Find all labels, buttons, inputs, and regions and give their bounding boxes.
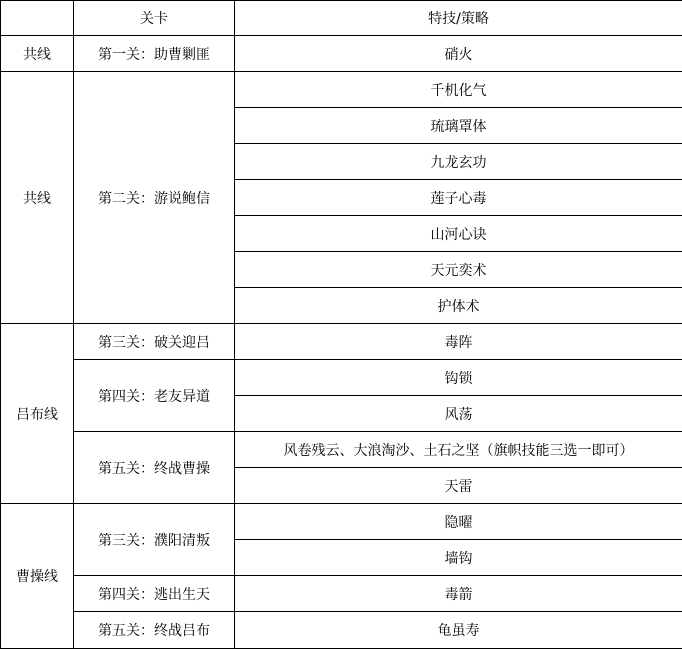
route-cell: 吕布线 bbox=[1, 324, 74, 504]
header-route-cell bbox=[1, 1, 74, 36]
table-header-row bbox=[1, 1, 682, 36]
table-row bbox=[1, 72, 682, 108]
table-row bbox=[1, 504, 682, 540]
skill-cell: 护体术 bbox=[235, 288, 682, 324]
stage-cell: 第四关：老友异道 bbox=[74, 360, 235, 432]
skill-cell: 毒阵 bbox=[235, 324, 682, 360]
skill-cell: 莲子心毒 bbox=[235, 180, 682, 216]
stage-cell: 第五关：终战吕布 bbox=[74, 612, 235, 649]
table-row bbox=[1, 612, 682, 649]
skill-cell: 九龙玄功 bbox=[235, 144, 682, 180]
route-cell: 曹操线 bbox=[1, 504, 74, 649]
skill-cell: 钩锁 bbox=[235, 360, 682, 396]
route-cell: 共线 bbox=[1, 36, 74, 72]
stage-cell: 第二关：游说鲍信 bbox=[74, 72, 235, 324]
skill-cell: 天雷 bbox=[235, 468, 682, 504]
skill-cell: 千机化气 bbox=[235, 72, 682, 108]
skill-cell: 硝火 bbox=[235, 36, 682, 72]
stage-cell: 第一关：助曹剿匪 bbox=[74, 36, 235, 72]
skill-cell: 风荡 bbox=[235, 396, 682, 432]
table-row bbox=[1, 324, 682, 360]
skill-cell: 墙钩 bbox=[235, 540, 682, 576]
skill-cell: 琉璃罩体 bbox=[235, 108, 682, 144]
header-skill-cell: 特技/策略 bbox=[235, 1, 682, 36]
skill-cell: 风卷残云、大浪淘沙、土石之坚（旗帜技能三选一即可） bbox=[235, 432, 682, 468]
route-cell: 共线 bbox=[1, 72, 74, 324]
skill-cell: 毒箭 bbox=[235, 576, 682, 612]
header-stage-cell: 关卡 bbox=[74, 1, 235, 36]
stage-cell: 第五关：终战曹操 bbox=[74, 432, 235, 504]
skill-cell: 隐曜 bbox=[235, 504, 682, 540]
stage-cell: 第四关：逃出生天 bbox=[74, 576, 235, 612]
table-row bbox=[1, 432, 682, 468]
stage-cell: 第三关：濮阳清叛 bbox=[74, 504, 235, 576]
skill-cell: 龟虽寿 bbox=[235, 612, 682, 649]
stage-cell: 第三关：破关迎吕 bbox=[74, 324, 235, 360]
table-row bbox=[1, 36, 682, 72]
table-row bbox=[1, 576, 682, 612]
table-row bbox=[1, 360, 682, 396]
skill-cell: 山河心诀 bbox=[235, 216, 682, 252]
skill-cell: 天元奕术 bbox=[235, 252, 682, 288]
